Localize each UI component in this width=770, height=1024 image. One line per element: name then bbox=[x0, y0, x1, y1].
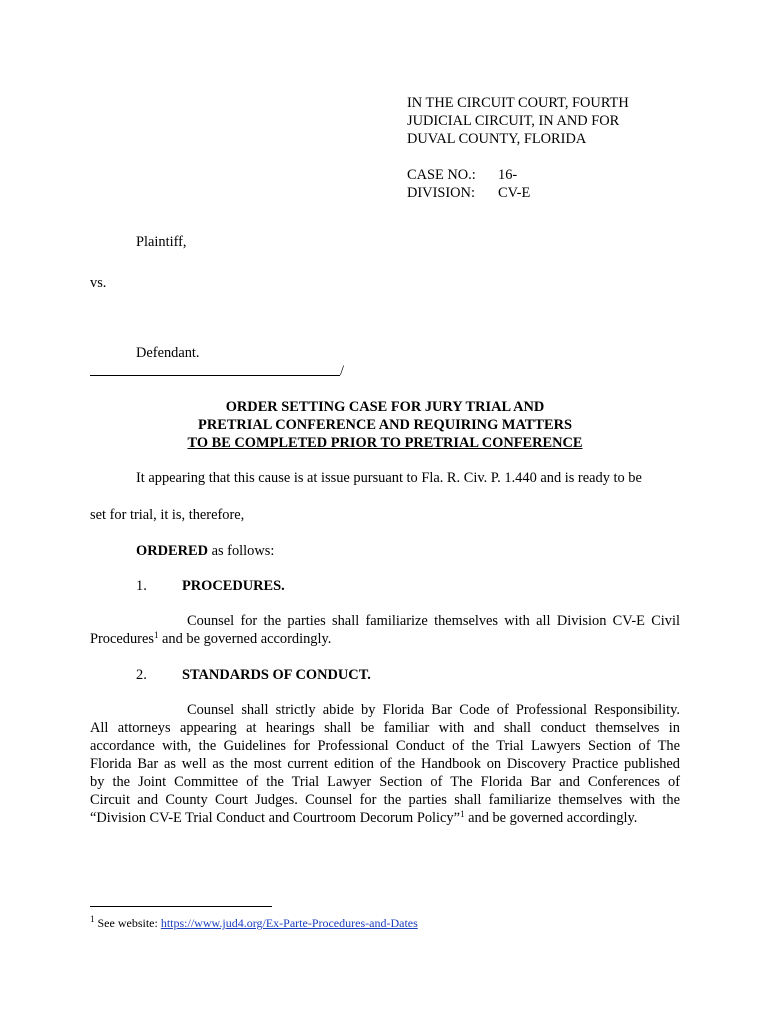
footnote-reference-1: 1 bbox=[153, 630, 159, 640]
decorum-policy-title: “Division CV-E Trial Conduct and Courtroom Decorum Policy” bbox=[90, 810, 461, 826]
caption-signature-line bbox=[90, 375, 340, 376]
court-header-line-3: DUVAL COUNTY, FLORIDA bbox=[407, 131, 587, 147]
defendant-label: Defendant. bbox=[136, 345, 200, 361]
section-1-procedures-word: Procedures bbox=[90, 631, 154, 647]
section-2-line-5: by the Joint Committee of the Trial Lawyer Section of The Florida Bar and Conferences of bbox=[90, 774, 680, 790]
section-2-line-1: Counsel shall strictly abide by Florida Bar Code of Professional Responsibility. bbox=[187, 702, 680, 718]
division-value: CV-E bbox=[498, 185, 531, 201]
section-1-number: 1. bbox=[136, 578, 147, 594]
section-2-line-3: accordance with, the Guidelines for Professional Conduct of the Trial Lawyers Section of The bbox=[90, 738, 680, 754]
section-1-governed-text: and be governed accordingly. bbox=[158, 631, 332, 647]
section-2-line-6: Circuit and County Court Judges. Counsel for the parties shall familiarize themselves with the bbox=[90, 792, 680, 808]
order-title-line-2: PRETRIAL CONFERENCE AND REQUIRING MATTERS bbox=[198, 417, 572, 433]
footnote-label: See website: bbox=[94, 916, 161, 930]
division-label: DIVISION: bbox=[407, 185, 475, 201]
case-number-value: 16- bbox=[498, 167, 518, 183]
footnote-reference-1b: 1 bbox=[460, 809, 465, 819]
court-header-line-2: JUDICIAL CIRCUIT, IN AND FOR bbox=[407, 113, 620, 129]
section-2-line-4: Florida Bar as well as the most current edition of the Handbook on Discovery Practice published bbox=[90, 756, 680, 772]
intro-line-2: set for trial, it is, therefore, bbox=[90, 507, 245, 523]
intro-line-1: It appearing that this cause is at issue pursuant to Fla. R. Civ. P. 1.440 and is ready to be bbox=[136, 470, 642, 486]
ordered-line bbox=[136, 542, 274, 561]
section-2-line-2: All attorneys appearing at hearings shall be familiar with and shall conduct themselves in bbox=[90, 720, 680, 736]
caption-slash: / bbox=[340, 363, 344, 379]
case-number-label: CASE NO.: bbox=[407, 167, 476, 183]
section-2-governed-text: and be governed accordingly. bbox=[464, 810, 638, 826]
footnote-separator bbox=[90, 906, 272, 907]
order-title-line-3 bbox=[90, 434, 680, 453]
order-title-line-1: ORDER SETTING CASE FOR JURY TRIAL AND bbox=[225, 399, 545, 415]
plaintiff-label: Plaintiff, bbox=[136, 234, 187, 250]
footnote-website-link[interactable]: https://www.jud4.org/Ex-Parte-Procedures-and-Dates bbox=[160, 916, 418, 930]
ordered-rest: as follows: bbox=[207, 543, 275, 559]
section-2-line-7 bbox=[90, 809, 637, 828]
section-2-heading: STANDARDS OF CONDUCT. bbox=[182, 667, 371, 683]
versus-label: vs. bbox=[90, 275, 107, 291]
order-title-line-3-text: TO BE COMPLETED PRIOR TO PRETRIAL CONFERENCE bbox=[187, 435, 583, 451]
footnote bbox=[90, 914, 418, 933]
section-1-line-1: Counsel for the parties shall familiarize themselves with all Division CV-E Civil bbox=[187, 613, 680, 629]
section-2-number: 2. bbox=[136, 667, 147, 683]
ordered-keyword: ORDERED bbox=[136, 543, 208, 559]
court-header-line-1: IN THE CIRCUIT COURT, FOURTH bbox=[407, 95, 629, 111]
footnote-mark: 1 bbox=[90, 914, 95, 924]
section-1-heading: PROCEDURES. bbox=[182, 578, 285, 594]
section-1-line-2 bbox=[90, 630, 331, 649]
